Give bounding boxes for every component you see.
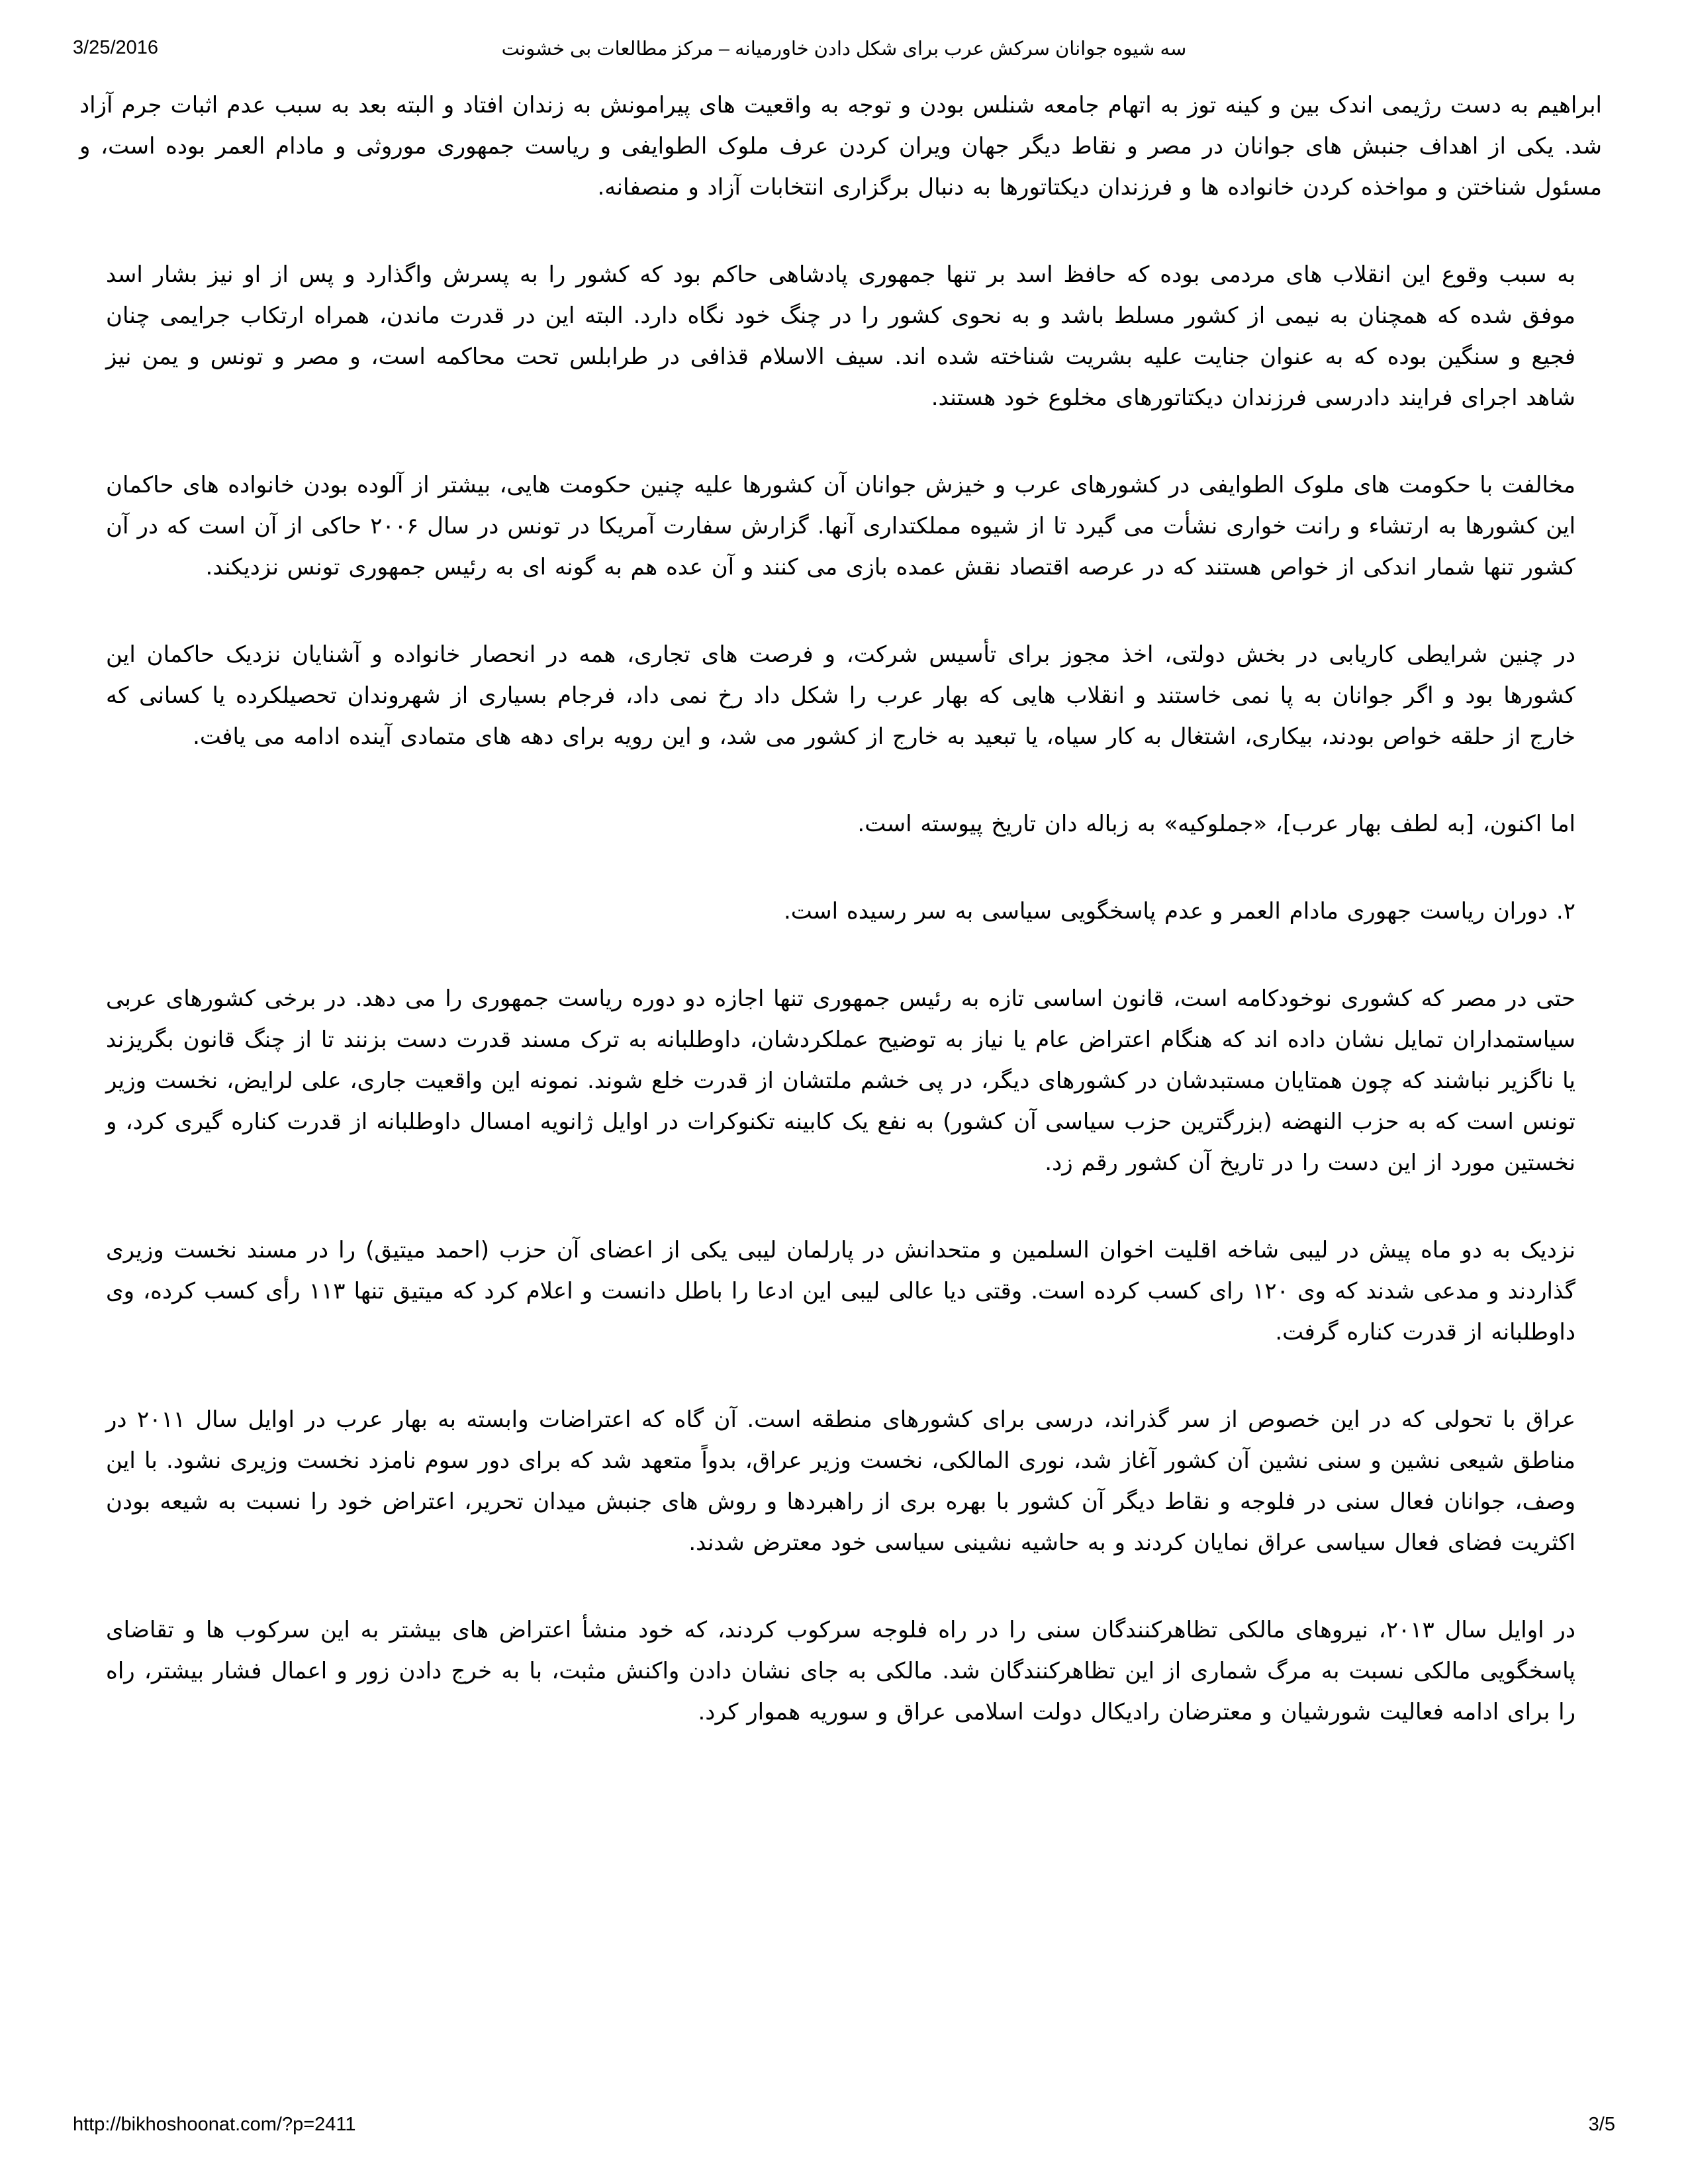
paragraph-2: به سبب وقوع این انقلاب های مردمی بوده که حافظ اسد بر تنها جمهوری پادشاهی حاکم بود که کشور را به پسرش واگذارد و پس از او نیز بشار اسد موفق شده که همچنان به نیمی از کشور مسلط باشد و به نحوی کشور را در چنگ خود نگاه دارد. البته این در قدرت ماندن، همراه ارتکاب جرایمی چنان فجیع و سنگین بوده که به عنوان جنایت علیه بشریت شناخته شده اند. سیف الاسلام قذافی در طرابلس تحت محاکمه است، و مصر و تونس و یمن نیز شاهد اجرای فرایند دادرسی فرزندان دیکتاتورهای مخلوع خود هستند. bbox=[106, 261, 1575, 411]
article-body bbox=[79, 85, 1602, 1733]
page-number: 3/5 bbox=[1588, 2114, 1615, 2135]
section-heading-2: ۲. دوران ریاست جهوری مادام العمر و عدم پاسخگویی سیاسی به سر رسیده است. bbox=[783, 898, 1575, 925]
paragraph-7: نزدیک به دو ماه پیش در لیبی شاخه اقلیت اخوان السلمین و متحدانش در پارلمان لیبی یکی از اعضای آن حزب (احمد میتیق) را در مسند نخست وزیری گذاردند و مدعی شدند که وی ۱۲۰ رای کسب کرده است. وقتی دیا عالی لیبی این ادعا را باطل دانست و اعلام کرد که میتیق تنها ۱۱۳ رأی کسب کرده، وی داوطلبانه از قدرت کناره گرفت. bbox=[106, 1237, 1575, 1345]
paragraph-4: در چنین شرایطی کاریابی در بخش دولتی، اخذ مجوز برای تأسیس شرکت، و فرصت های تجاری، همه در انحصار خانواده و آشنایان نزدیک حاکمان این کشورها بود و اگر جوانان به پا نمی خاستند و انقلاب هایی که بهار عرب را شکل داد رخ نمی داد، فرجام بسیاری از شهروندان تحصیلکرده یا کسانی که خارج از حلقه خواص بودند، بیکاری، اشتغال به کار سیاه، یا تبعید به خارج از کشور می شد، و این رویه برای دهه های متمادی آینده ادامه می یافت. bbox=[106, 641, 1575, 750]
paragraph-8: عراق با تحولی که در این خصوص از سر گذراند، درسی برای کشورهای منطقه است. آن گاه که اعتراضات وابسته به بهار عرب در اوایل سال ۲۰۱۱ در مناطق شیعی نشین و سنی نشین آن کشور آغاز شد، نوری المالکی، نخست وزیر عراق، بدواً متعهد شد که برای دور سوم نامزد نخست وزیری نشود. با این وصف، جوانان فعال سنی در فلوجه و نقاط دیگر آن کشور با بهره بری از راهبردها و روش های جنبش میدان تحریر، اعتراض خود را نسبت به شیعه بودن اکثریت فضای فعال سیاسی عراق نمایان کردند و به حاشیه نشینی سیاسی خود معترض شدند. bbox=[106, 1406, 1575, 1556]
paragraph-3: مخالفت با حکومت های ملوک الطوایفی در کشورهای عرب و خیزش جوانان آن کشورها علیه چنین حکومت هایی، بیشتر از آلوده بودن خانواده های حاکمان این کشورها به ارتشاء و رانت خواری نشأت می گیرد تا از شیوه مملکتداری آنها. گزارش سفارت آمریکا در تونس در سال ۲۰۰۶ حاکی از آن است که در آن کشور تنها شمار اندکی از خواص هستند که در عرصه اقتصاد نقش عمده بازی می کنند و آن عده هم به گونه ای به رئیس جمهوری تونس نزدیکند. bbox=[106, 472, 1576, 580]
print-header bbox=[73, 37, 1615, 66]
page-title: سه شیوه جوانان سرکش عرب برای شکل دادن خاورمیانه – مرکز مطالعات بی خشونت bbox=[501, 38, 1187, 60]
paragraph-6: حتی در مصر که کشوری نوخودکامه است، قانون اساسی تازه به رئیس جمهوری تنها اجازه دو دوره ریاست جمهوری را می دهد. در برخی کشورهای عربی سیاستمداران تمایل نشان داده اند که هنگام اعتراض عام یا نیاز به توضیح عملکردشان، داوطلبانه به ترک مسند قدرت دست بزنند تا از چنگ قانون بگریزند یا ناگزیر نباشند که چون همتایان مستبدشان در کشورهای دیگر، در پی خشم ملتشان از قدرت خلع شوند. نمونه این واقعیت جاری، علی لرایض، نخست وزیر تونس است که به حزب النهضه (بزرگترین حزب سیاسی آن کشور) به نفع یک کابینه تکنوکرات در اوایل ژانویه امسال داوطلبانه از قدرت کناره گیری کرد، و نخستین مورد از این دست را در تاریخ آن کشور رقم زد. bbox=[106, 985, 1575, 1176]
paragraph-9: در اوایل سال ۲۰۱۳، نیروهای مالکی تظاهرکنندگان سنی را در راه فلوجه سرکوب کردند، که خود منشأ اعتراض های بیشتر به این سرکوب ها و تقاضای پاسخگویی مالکی نسبت به مرگ شماری از این تظاهرکنندگان شد. مالکی به جای نشان دادن واکنش مثبت، با به خرج دادن زور و اعمال فشار بیشتر، راه را برای ادامه فعالیت شورشیان و معترضان رادیکال دولت اسلامی عراق و سوریه هموار کرد. bbox=[106, 1617, 1575, 1725]
print-date: 3/25/2016 bbox=[73, 37, 159, 58]
source-url-link[interactable]: http://bikhoshoonat.com/?p=2411 bbox=[73, 2114, 356, 2135]
paragraph-1: ابراهیم به دست رژیمی اندک بین و کینه توز به اتهام جامعه شنلس بودن و توجه به واقعیت های پیرامونش به زندان افتاد و البته بعد به سبب عدم اثبات جرم آزاد شد. یکی از اهداف جنبش های جوانان در مصر و نقاط دیگر جهان ویران کردن عرف ملوک الطوایفی و ریاست جمهوری موروثی و مادام العمر بوده است، و مسئول شناختن و مواخذه کردن خانواده ها و فرزندان دیکتاتورها به دنبال برگزاری انتخابات آزاد و منصفانه. bbox=[79, 92, 1602, 201]
print-footer bbox=[73, 2114, 1615, 2143]
paragraph-5: اما اکنون، [به لطف بهار عرب]، «جملوکیه» به زباله دان تاریخ پیوسته است. bbox=[857, 811, 1575, 837]
